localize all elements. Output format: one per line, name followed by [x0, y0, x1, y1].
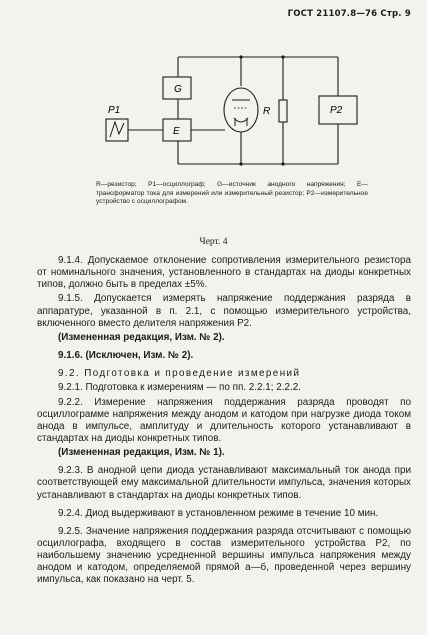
section-heading-9-2: 9.2. Подготовка и проведение измерений	[58, 368, 301, 380]
resistor	[279, 100, 287, 122]
oscilloscope-trace-icon	[110, 122, 124, 137]
circuit-diagram	[0, 0, 427, 180]
paragraph-9-1-4: 9.1.4. Допускаемое отклонение сопротивления измерительного резистора от номинального значения, установленного в стандартах на диоды конкретных типов, должно быть в пределах ±5%.	[37, 255, 411, 291]
label-e: E	[173, 126, 180, 137]
label-p1: P1	[108, 105, 121, 116]
paragraph-9-2-4: 9.2.4. Диод выдерживают в установленном режиме в течение 10 мин.	[58, 507, 379, 519]
paragraph-9-1-5: 9.1.5. Допускается измерять напряжение поддержания разряда в аппаратуре, указанной в п. 2.1, с помощью измерительного устройства, включенного вместо делителя напряжения Р2.	[37, 293, 411, 329]
paragraph-9-2-5: 9.2.5. Значение напряжения поддержания разряда отсчитывают с помощью осциллографа, входящего в состав измерительного устройства Р2, по наибольшему значению усредненной вершины импульса напряжения между анодом и катодом, определяемой прямой а—б, проведенной через вершину импульса, как показано на черт. 5.	[37, 525, 411, 586]
paragraph-9-1-6: 9.1.6. (Исключен, Изм. № 2).	[58, 350, 194, 362]
label-p2: P2	[330, 105, 343, 116]
body-text	[37, 255, 411, 588]
figure-caption: R—резистор; P1—осциллограф; G—источник анодного напряжения; E—трансформатор тока для измерений или измерительный резистор; P2—измерительное устройство с осциллографом.	[96, 181, 368, 206]
diode-tube	[224, 88, 258, 132]
paragraph-9-2-3: 9.2.3. В анодной цепи диода устанавливают максимальный ток анода при соответствующей ему максимальной длительности импульса, значения которых устанавливают в стандартах на диоды конкретных типов.	[37, 465, 411, 501]
paragraph-9-2-1: 9.2.1. Подготовка к измерениям — по пп. 2.2.1; 2.2.2.	[58, 382, 301, 394]
cathode-icon	[234, 118, 248, 122]
label-g: G	[174, 84, 182, 95]
label-r: R	[263, 106, 271, 117]
page-header: ГОСТ 21107.8—76 Стр. 9	[287, 9, 411, 19]
oscilloscope-box	[106, 119, 128, 141]
amendment-note: (Измененная редакция, Изм. № 2).	[58, 331, 225, 343]
figure-number: Черт. 4	[199, 237, 228, 247]
paragraph-9-2-2: 9.2.2. Измерение напряжения поддержания разряда проводят по осциллограмме напряжения между анодом и катодом при нагрузке диода током анода в импульсе, амплитуду и длительность которого устанавливают в стандартах на диоды конкретных типов.	[37, 396, 411, 444]
amendment-note: (Измененная редакция, Изм. № 1).	[58, 447, 225, 459]
